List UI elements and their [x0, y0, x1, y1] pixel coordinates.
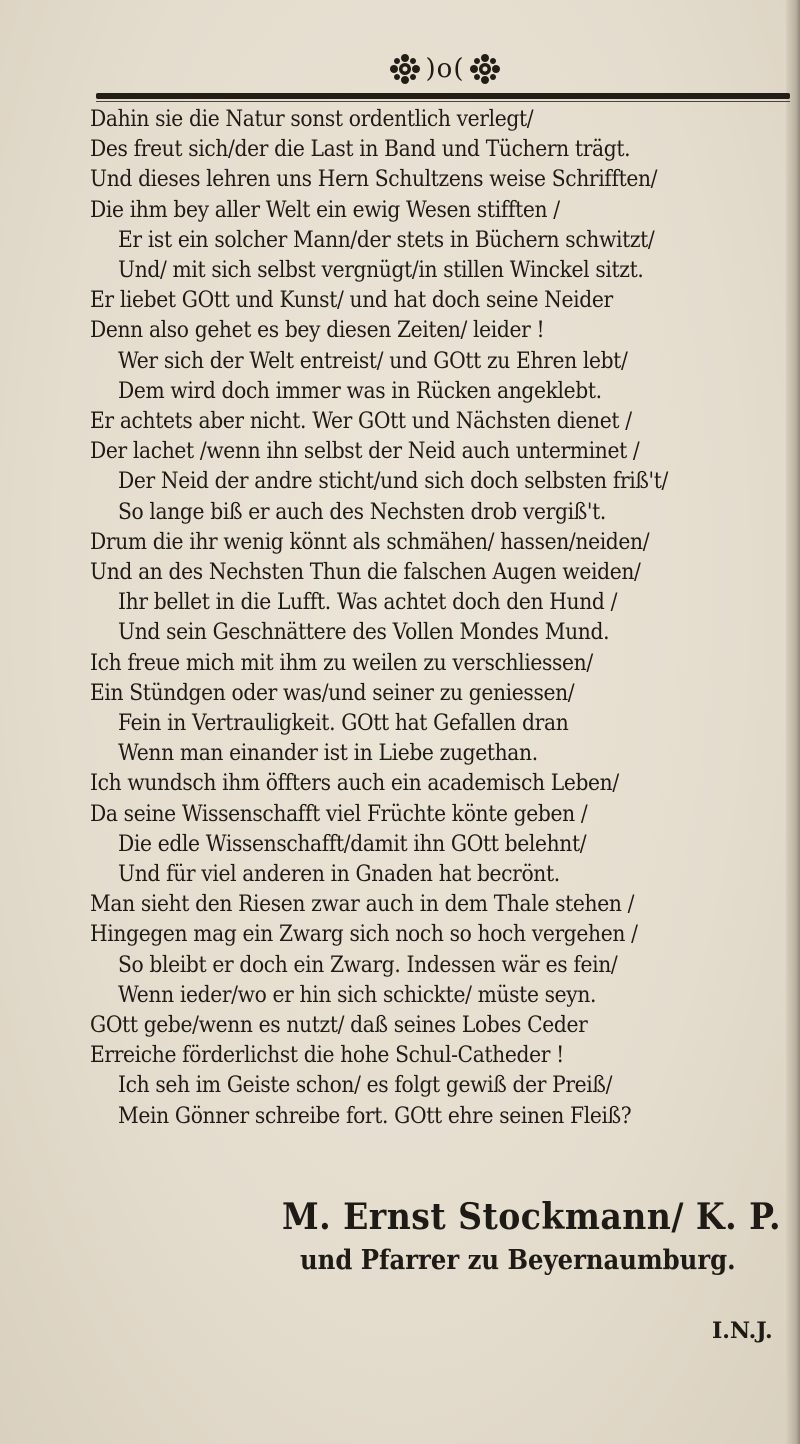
poem-line: Dahin sie die Natur sonst ordentlich verlegt/	[90, 106, 534, 132]
page-edge-shadow	[786, 0, 800, 1444]
poem-line: Erreiche förderlichst die hohe Schul-Catheder !	[90, 1042, 564, 1069]
poem-line: Man sieht den Riesen zwar auch in dem Thale stehen /	[90, 891, 635, 918]
poem-line: Ein Stündgen oder was/und seiner zu geniessen/	[90, 679, 575, 706]
poem-line: Denn also gehet es bey diesen Zeiten/ leider !	[90, 317, 545, 344]
catchword: I.N.J.	[712, 1318, 773, 1344]
poem-line: Er ist ein solcher Mann/der stets in Büchern schwitzt/	[118, 226, 655, 253]
poem-line: Des freut sich/der die Last in Band und Tüchern trägt.	[90, 136, 631, 163]
header-rule-thin	[96, 101, 790, 102]
poem-line: Mein Gönner schreibe fort. GOtt ehre seinen Fleiß?	[118, 1102, 632, 1129]
poem-line: Wenn ieder/wo er hin sich schickte/ müste seyn.	[118, 981, 597, 1008]
poem-line: Er liebet GOtt und Kunst/ und hat doch seine Neider	[90, 287, 613, 314]
poem-line: GOtt gebe/wenn es nutzt/ daß seines Lobes Ceder	[90, 1012, 588, 1038]
poem-line: Wer sich der Welt entreist/ und GOtt zu Ehren lebt/	[118, 347, 628, 374]
author-signature: M. Ernst Stockmann/ K. P.	[282, 1196, 781, 1238]
poem-line: Der Neid der andre sticht/und sich doch selbsten friß't/	[118, 468, 669, 495]
poem-line: Ich wundsch ihm öffters auch ein academisch Leben/	[90, 770, 619, 797]
poem-line: Die ihm bey aller Welt ein ewig Wesen stifften /	[90, 196, 560, 223]
poem-line: Hingegen mag ein Zwarg sich noch so hoch vergehen /	[90, 921, 638, 948]
page-header	[360, 46, 530, 92]
poem-line: Die edle Wissenschafft/damit ihn GOtt belehnt/	[118, 830, 587, 857]
poem-line: Da seine Wissenschafft viel Früchte könte geben /	[90, 800, 588, 827]
poem-line: Und sein Geschnättere des Vollen Mondes Mund.	[118, 619, 610, 646]
poem-line: So lange biß er auch des Nechsten drob vergiß't.	[118, 498, 606, 525]
floral-ornament-icon	[388, 52, 422, 86]
poem-line: Dem wird doch immer was in Rücken angeklebt.	[118, 377, 602, 404]
poem-line: Er achtets aber nicht. Wer GOtt und Nächsten dienet /	[90, 408, 632, 434]
poem-line: Und für viel anderen in Gnaden hat becrönt.	[118, 861, 560, 887]
poem-line: Und/ mit sich selbst vergnügt/in stillen Winckel sitzt.	[118, 257, 644, 283]
author-office: und Pfarrer zu Beyernaumburg.	[300, 1245, 736, 1276]
poem-line: Ich freue mich mit ihm zu weilen zu verschliessen/	[90, 649, 593, 676]
poem-line: Wenn man einander ist in Liebe zugethan.	[118, 740, 538, 767]
poem-line: Drum die ihr wenig könnt als schmähen/ hassen/neiden/	[90, 528, 650, 555]
poem-line: Und an des Nechsten Thun die falschen Augen weiden/	[90, 559, 641, 585]
poem-line: Fein in Vertrauligkeit. GOtt hat Gefallen dran	[118, 710, 569, 736]
header-rule	[96, 93, 790, 99]
poem-line: Und dieses lehren uns Hern Schultzens weise Schrifften/	[90, 166, 658, 193]
poem-line: So bleibt er doch ein Zwarg. Indessen wär es fein/	[118, 951, 618, 978]
floral-ornament-icon	[468, 52, 502, 86]
page-number: )o(	[425, 54, 465, 84]
poem-line: Der lachet /wenn ihn selbst der Neid auch unterminet /	[90, 438, 640, 465]
poem-line: Ich seh im Geiste schon/ es folgt gewiß der Preiß/	[118, 1072, 613, 1099]
poem-line: Ihr bellet in die Lufft. Was achtet doch den Hund /	[118, 589, 618, 616]
